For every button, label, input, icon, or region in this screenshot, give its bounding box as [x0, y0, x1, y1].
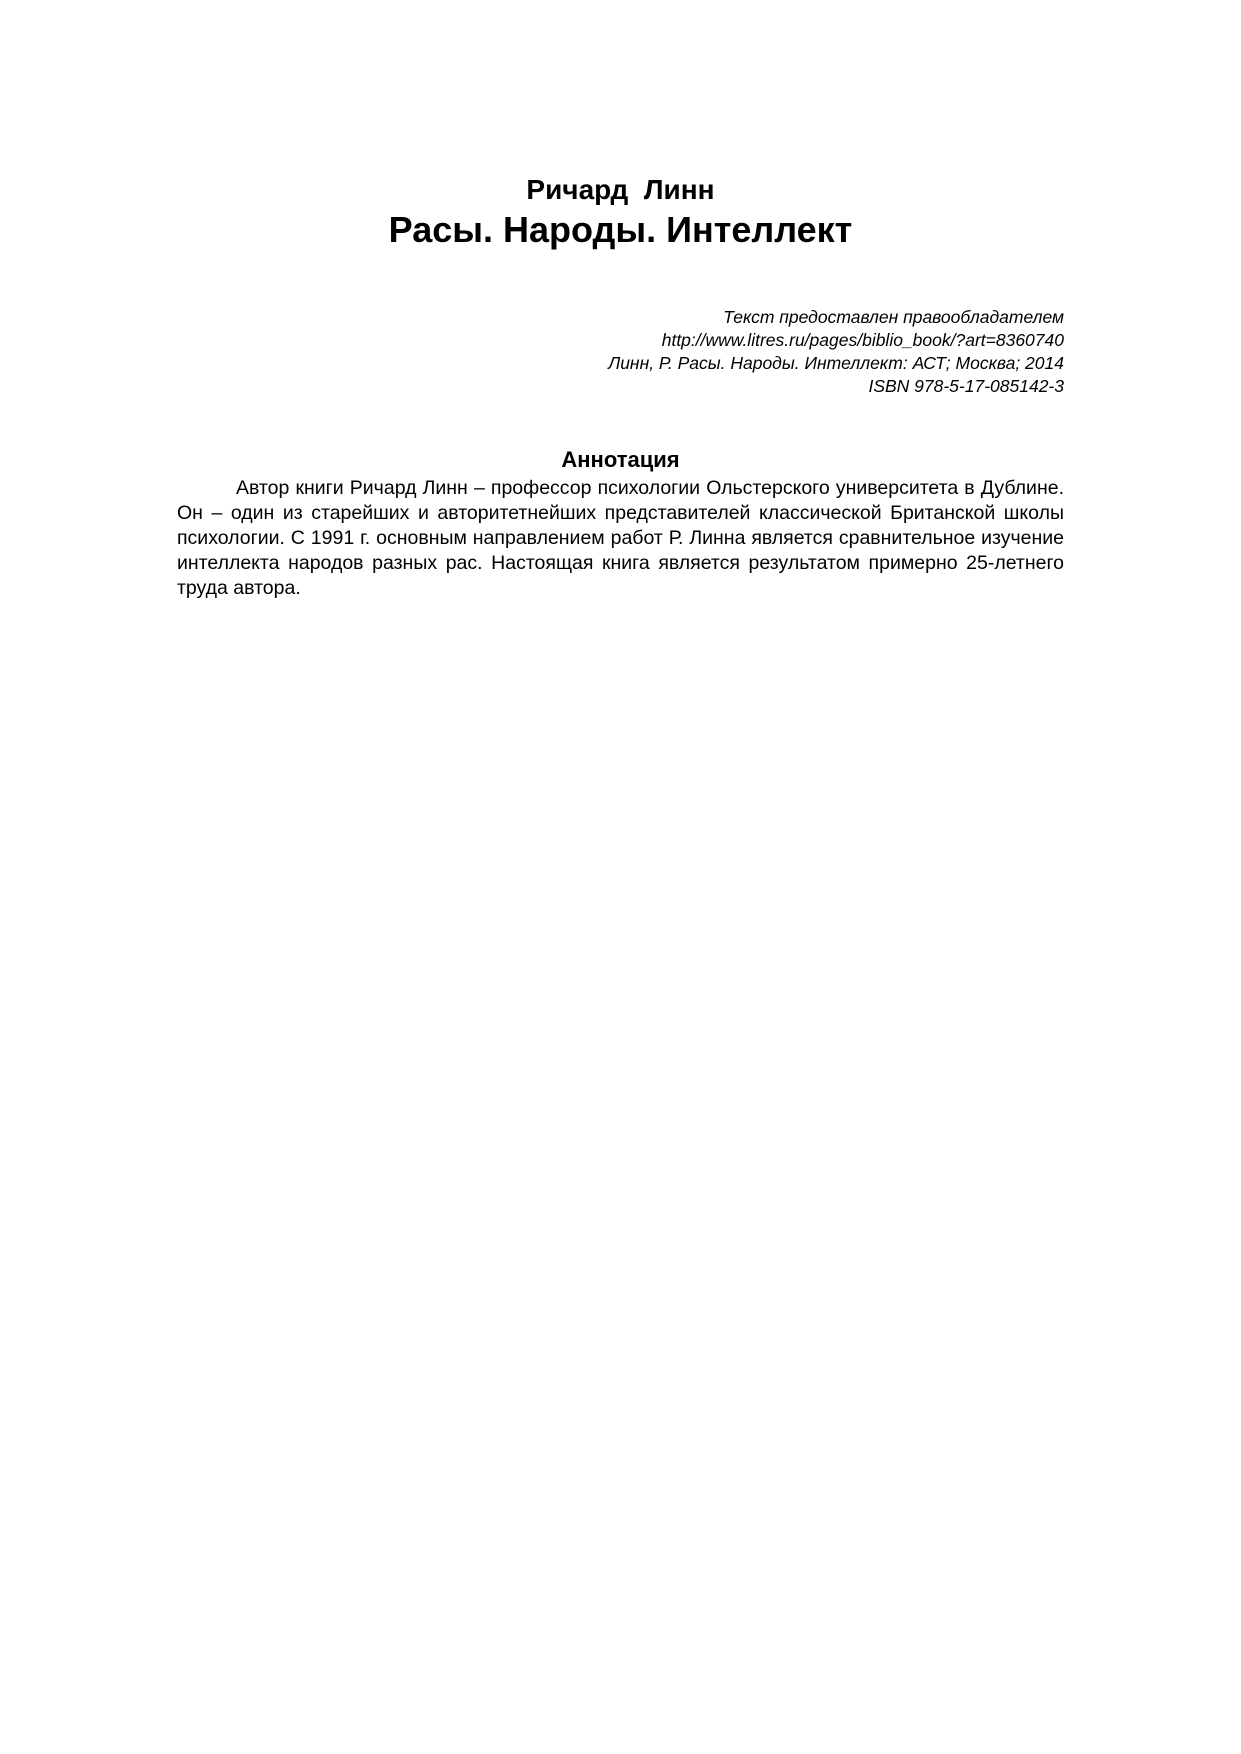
annotation-text: Автор книги Ричард Линн – профессор психологии Ольстерского университета в Дублине. Он – один из старейших и авторитетнейших представителей классической Британской школы психологии. С 1991 г. основным направлением работ Р. Линна является сравнительное изучение интеллекта народов разных рас. Настоящая книга является результатом примерно 25-летнего труда автора. — [177, 477, 1064, 599]
book-title: Расы. Народы. Интеллект — [388, 209, 853, 250]
publication-info — [500, 306, 1064, 398]
bibliographic-citation: Линн, Р. Расы. Народы. Интеллект: АСТ; Москва; 2014 — [608, 353, 1064, 373]
author-name: Ричард Линн — [526, 174, 715, 205]
isbn: ISBN 978-5-17-085142-3 — [868, 376, 1064, 396]
source-url: http://www.litres.ru/pages/biblio_book/?art=8360740 — [661, 330, 1064, 350]
annotation-heading: Аннотация — [561, 447, 680, 472]
rights-holder-note: Текст предоставлен правообладателем — [723, 307, 1064, 327]
